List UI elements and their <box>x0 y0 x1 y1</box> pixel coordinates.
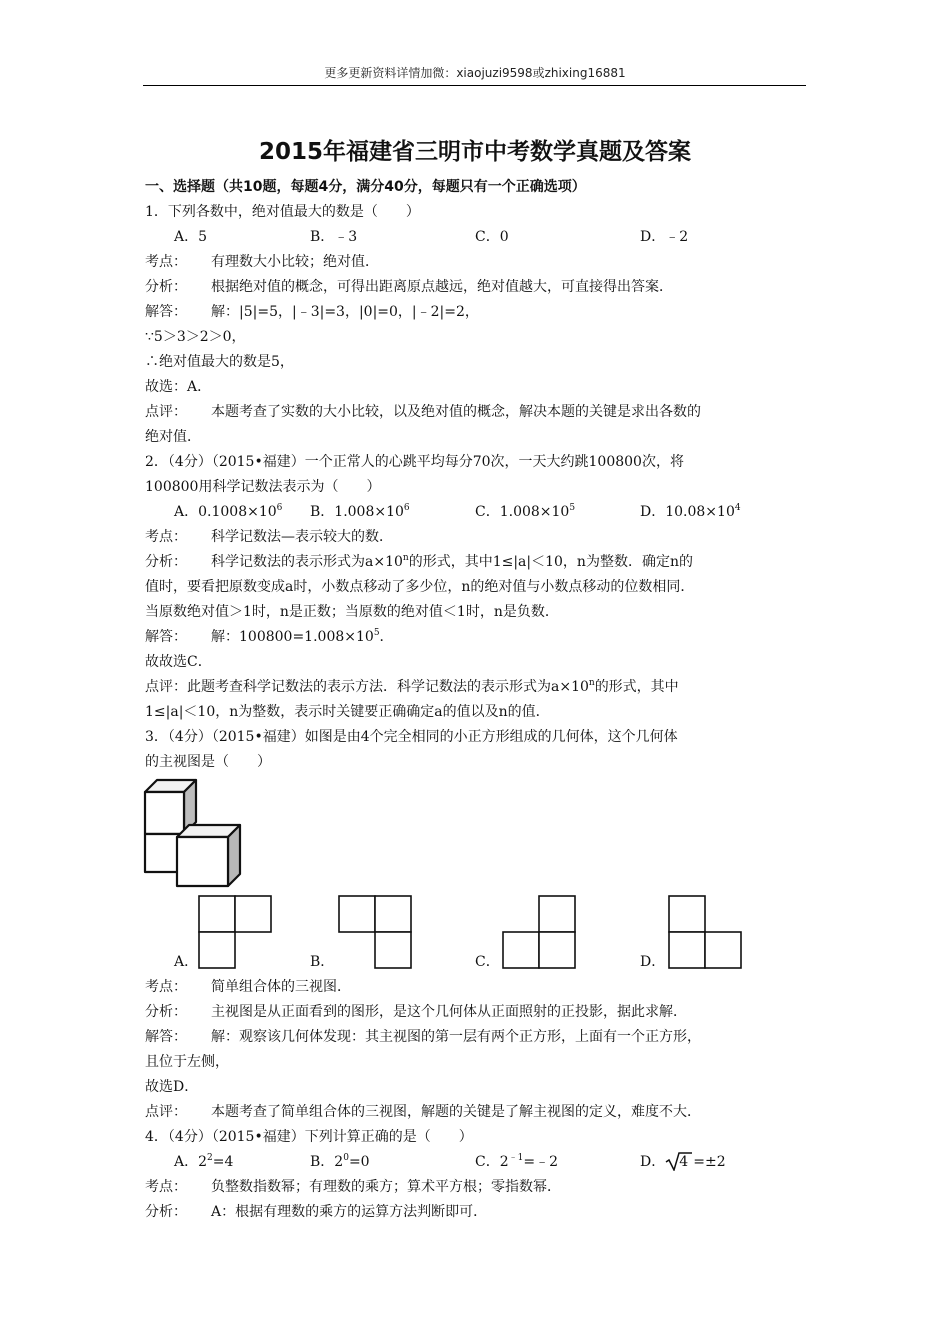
q1-line2: ∴绝对值最大的数是5， <box>145 354 294 370</box>
q1-option-d: D．﹣2 <box>640 229 689 245</box>
header-rule <box>143 85 806 86</box>
q1-stem: 1．下列各数中，绝对值最大的数是（ ） <box>145 204 420 220</box>
q4-option-b <box>310 1153 370 1171</box>
q3-option-d: D． <box>640 954 666 970</box>
q4-option-d-tail: =±2 <box>693 1154 726 1170</box>
q2-option-c-text: C．1.008×10 <box>475 504 570 520</box>
jieda-label: 解答： <box>145 304 187 320</box>
q3-fenxi <box>145 1003 687 1021</box>
dianping-label: 点评： <box>145 404 187 420</box>
kaodian-text: 有理数大小比较；绝对值． <box>211 254 379 270</box>
q4-kaodian <box>145 1178 561 1196</box>
q2-option-d-exp: 4 <box>734 503 741 513</box>
q2-option-b-text: B．1.008×10 <box>310 504 404 520</box>
q2-kaodian <box>145 528 393 546</box>
q4-option-a-text: A．2 <box>174 1154 208 1170</box>
kaodian-text: 简单组合体的三视图． <box>211 979 351 995</box>
q2-stem-1: 2．（4分）（2015•福建）一个正常人的心跳平均每分70次，一天大约跳100800次，将 <box>145 454 684 470</box>
kaodian-label: 考点： <box>145 979 187 995</box>
q4-option-c-text: C．2 <box>475 1154 509 1170</box>
q4-option-c <box>475 1153 558 1171</box>
q1-option-b: B．﹣3 <box>310 229 358 245</box>
q3-line1: 故选D． <box>145 1079 199 1095</box>
q2-option-c-exp: 5 <box>569 503 576 513</box>
q4-option-a-exp: 2 <box>207 1153 213 1163</box>
q4-option-d <box>640 1153 726 1171</box>
q3-figure-d <box>668 895 742 969</box>
q2-option-b-exp: 6 <box>403 503 410 513</box>
kaodian-text: 负整数指数幂；有理数的乘方；算术平方根；零指数幂． <box>211 1179 561 1195</box>
jieda-text: 解：|5|=5，|﹣3|=3，|0|=0，|﹣2|=2， <box>211 304 479 320</box>
q2-jieda <box>145 628 394 646</box>
q2-fenxi-2: 值时，要看把原数变成a时，小数点移动了多少位，n的绝对值与小数点移动的位数相同． <box>145 579 695 595</box>
q1-line3: 故选：A． <box>145 379 212 395</box>
radicand: 4 <box>679 1154 689 1170</box>
fenxi-text: 根据绝对值的概念，可得出距离原点越远，绝对值越大，可直接得出答案． <box>211 279 673 295</box>
jieda-label: 解答： <box>145 629 187 645</box>
kaodian-label: 考点： <box>145 1179 187 1195</box>
q3-kaodian <box>145 978 351 996</box>
q2-dianping-2: 1≤|a|＜10，n为整数，表示时关键要正确确定a的值以及n的值． <box>145 704 550 720</box>
fenxi-label: 分析： <box>145 279 187 295</box>
dianping-text: 本题考查了实数的大小比较，以及绝对值的概念，解决本题的关键是求出各数的 <box>211 404 701 420</box>
fenxi-label: 分析： <box>145 1004 187 1020</box>
q2-option-a-text: A．0.1008×10 <box>174 504 277 520</box>
jieda-text-a: 解：100800=1.008×10 <box>211 629 374 645</box>
q3-figure-c <box>502 895 576 969</box>
q2-option-c <box>475 503 575 521</box>
q3-dianping <box>145 1103 701 1121</box>
q2-stem-2: 100800用科学记数法表示为（ ） <box>145 479 381 495</box>
jieda-label: 解答： <box>145 1029 187 1045</box>
dianping-text-a: 点评：此题考查科学记数法的表示方法．科学记数法的表示形式为a×10 <box>145 679 589 695</box>
q2-line1: 故故选C． <box>145 654 212 670</box>
q1-kaodian <box>145 253 379 271</box>
q2-dianping <box>145 678 679 696</box>
fenxi-label: 分析： <box>145 1204 187 1220</box>
page-title: 2015年福建省三明市中考数学真题及答案 <box>258 139 691 165</box>
jieda-text: 解：观察该几何体发现：其主视图的第一层有两个正方形，上面有一个正方形， <box>211 1029 701 1045</box>
q3-option-a: A． <box>174 954 199 970</box>
kaodian-label: 考点： <box>145 529 187 545</box>
q1-option-c: C．0 <box>475 229 509 245</box>
fenxi-text: A：根据有理数的乘方的运算方法判断即可． <box>211 1204 488 1220</box>
q4-option-b-tail: =0 <box>348 1154 370 1170</box>
q1-fenxi <box>145 278 673 296</box>
fenxi-exp: n <box>402 553 409 563</box>
q1-dianping-2: 绝对值． <box>145 429 201 445</box>
jieda-exp: 5 <box>373 628 380 638</box>
q2-option-b <box>310 503 410 521</box>
q4-option-a-tail: =4 <box>212 1154 234 1170</box>
kaodian-text: 科学记数法—表示较大的数． <box>211 529 393 545</box>
q3-solid-figure <box>140 778 250 890</box>
fenxi-text: 主视图是从正面看到的图形，是这个几何体从正面照射的正投影，据此求解． <box>211 1004 687 1020</box>
q2-option-a <box>174 503 282 521</box>
kaodian-label: 考点： <box>145 254 187 270</box>
q4-option-b-text: B．2 <box>310 1154 344 1170</box>
q1-option-a: A．5 <box>174 229 208 245</box>
q3-option-b: B． <box>310 954 335 970</box>
q3-jieda <box>145 1028 701 1046</box>
q4-fenxi <box>145 1203 487 1221</box>
dianping-text-b: 的形式，其中 <box>594 679 679 695</box>
page-header: 更多更新资料详情加微：xiaojuzi9598或zhixing16881 <box>324 66 626 80</box>
fenxi-text-b: 的形式，其中1≤|a|＜10，n为整数．确定n的 <box>408 554 693 570</box>
q3-jieda-2: 且位于左侧， <box>145 1054 229 1070</box>
q3-figure-b <box>338 895 412 969</box>
dianping-exp: n <box>588 678 595 688</box>
q4-option-d-text: D． <box>640 1154 666 1170</box>
sqrt-sign <box>665 1153 693 1171</box>
q2-fenxi <box>145 553 693 571</box>
q4-option-c-exp: ﹣1 <box>508 1153 524 1163</box>
q3-option-c: C． <box>475 954 500 970</box>
q4-option-a <box>174 1153 233 1171</box>
q4-option-c-tail: =﹣2 <box>523 1154 558 1170</box>
dianping-text: 本题考查了简单组合体的三视图，解题的关键是了解主视图的定义，难度不大． <box>211 1104 701 1120</box>
q1-jieda <box>145 303 479 321</box>
q3-stem-1: 3．（4分）（2015•福建）如图是由4个完全相同的小正方形组成的几何体，这个几何体 <box>145 729 678 745</box>
q4-option-b-exp: 0 <box>343 1153 349 1163</box>
q2-option-a-exp: 6 <box>276 503 283 513</box>
q2-option-d <box>640 503 741 521</box>
jieda-text-b: ． <box>379 629 394 645</box>
q1-line1: ∵5＞3＞2＞0， <box>145 329 246 345</box>
dianping-label: 点评： <box>145 1104 187 1120</box>
fenxi-label: 分析： <box>145 554 187 570</box>
q4-stem: 4．（4分）（2015•福建）下列计算正确的是（ ） <box>145 1129 473 1145</box>
q2-option-d-text: D．10.08×10 <box>640 504 735 520</box>
q1-dianping <box>145 403 701 421</box>
q2-fenxi-3: 当原数绝对值＞1时，n是正数；当原数的绝对值＜1时，n是负数． <box>145 604 559 620</box>
fenxi-text-a: 科学记数法的表示形式为a×10 <box>211 554 403 570</box>
q3-figure-a <box>198 895 272 969</box>
q3-stem-2: 的主视图是（ ） <box>145 754 271 770</box>
section-heading: 一、选择题（共10题，每题4分，满分40分，每题只有一个正确选项） <box>145 179 586 195</box>
